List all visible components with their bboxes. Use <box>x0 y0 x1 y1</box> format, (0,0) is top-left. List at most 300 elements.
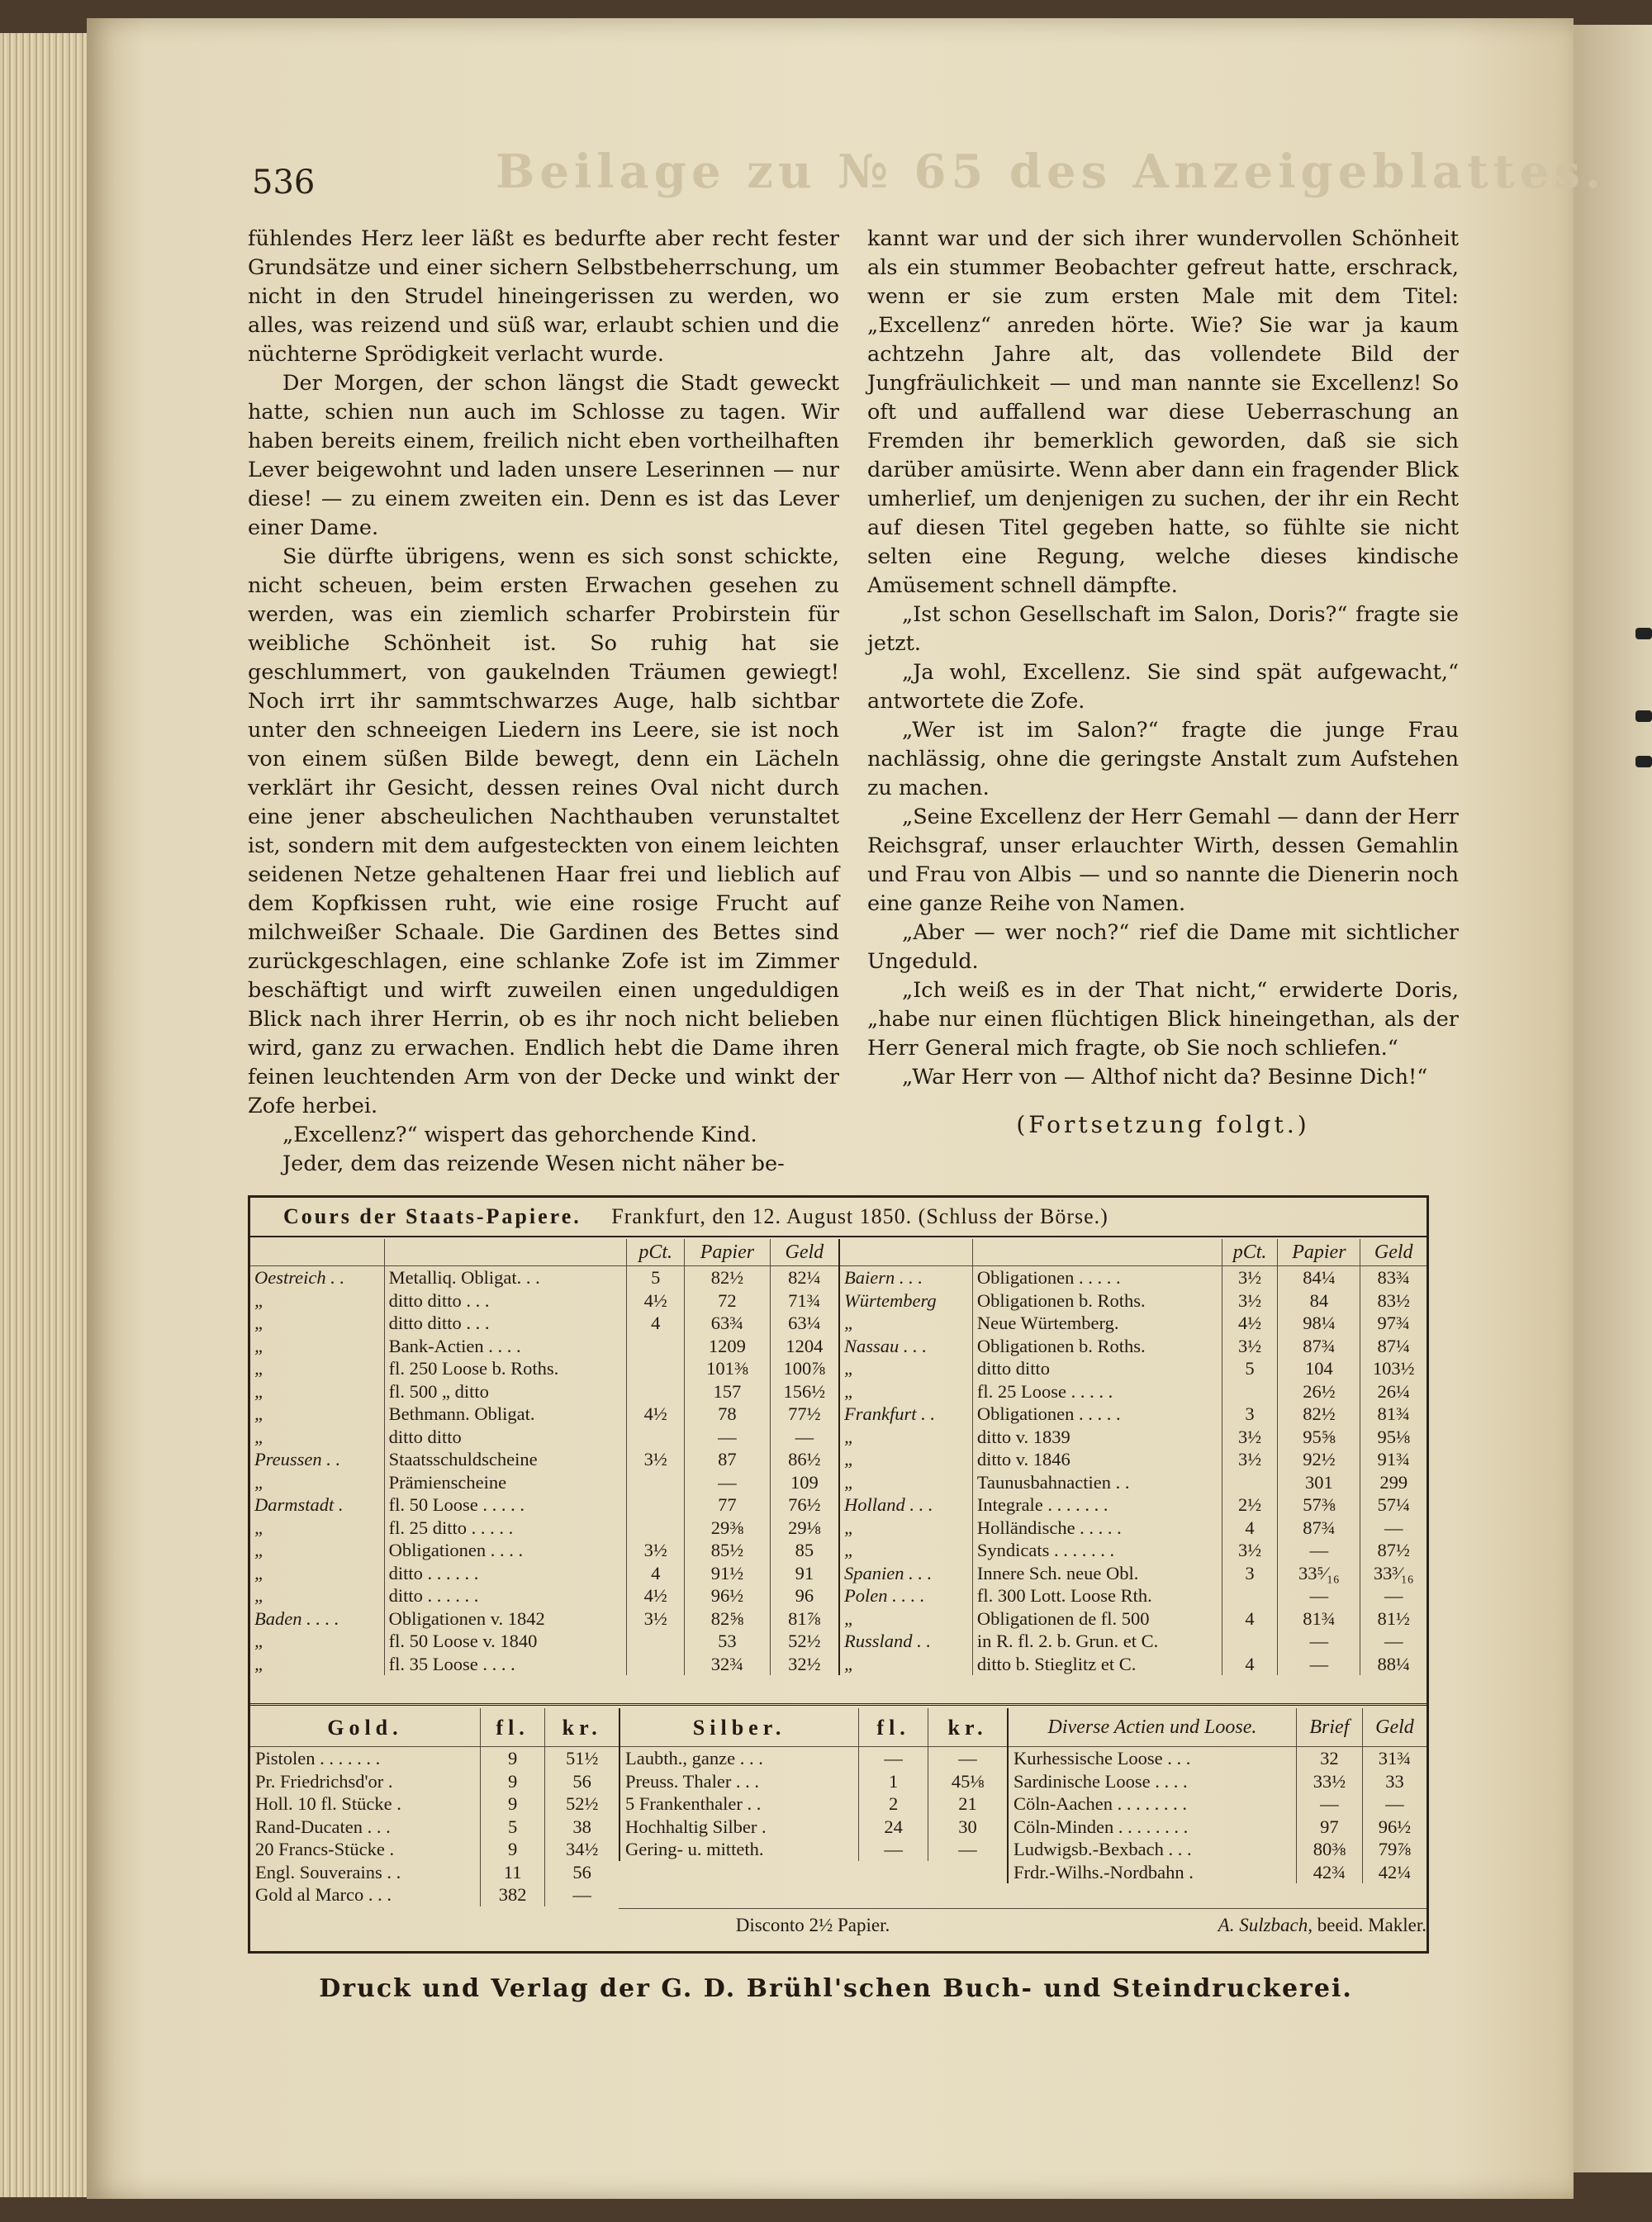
quotes-table-left <box>250 1239 838 1675</box>
header-country <box>839 1239 972 1266</box>
security-cell: Obligationen . . . . . <box>972 1403 1222 1426</box>
paragraph: fühlendes Herz leer läßt es bedurfte aber recht fester Grundsätze und einer sichern Selbstbeherrschung, um nicht in den Strudel hineingerissen zu werden, wo alles, was reizend und süß war, erlaubt schien und die nüchterne Sprödigkeit verlacht wurde. <box>248 226 839 367</box>
value-cell <box>627 1493 685 1517</box>
table-row <box>250 1584 838 1607</box>
page-number: 536 <box>252 164 316 202</box>
value-cell: 3½ <box>1222 1448 1278 1471</box>
table-row <box>250 1861 619 1884</box>
header-cell: Papier <box>1278 1239 1360 1266</box>
value-cell: 4½ <box>627 1289 685 1313</box>
paragraph: „Ja wohl, Excellenz. Sie sind spät aufgewacht,“ antwortete die Zofe. <box>867 660 1459 714</box>
table-row <box>839 1584 1427 1607</box>
value-cell: — <box>928 1838 1007 1861</box>
country-cell: „ <box>254 1403 265 1425</box>
country-cell: „ <box>254 1631 265 1652</box>
value-cell: 3½ <box>1222 1539 1278 1562</box>
item-cell: Frdr.-Wilhs.-Nordbahn . <box>1014 1861 1194 1883</box>
value-cell: 24 <box>859 1816 928 1839</box>
table-row <box>250 1357 838 1380</box>
security-cell: fl. 25 ditto . . . . . <box>384 1517 627 1540</box>
value-cell: 34½ <box>545 1838 619 1861</box>
value-cell: 92½ <box>1278 1448 1360 1471</box>
value-cell: 84 <box>1278 1289 1360 1313</box>
value-cell: 3½ <box>627 1539 685 1562</box>
table-row <box>839 1335 1427 1358</box>
header-cell: fl. <box>480 1708 544 1747</box>
value-cell: 9 <box>480 1770 544 1793</box>
table-row <box>839 1539 1427 1562</box>
value-cell: — <box>1278 1584 1360 1607</box>
security-cell: fl. 250 Loose b. Roths. <box>384 1357 627 1380</box>
table-row <box>839 1312 1427 1335</box>
value-cell: 33⁵⁄₁₆ <box>1278 1562 1360 1585</box>
value-cell: 51½ <box>545 1747 619 1770</box>
table-row <box>250 1426 838 1449</box>
quotes-title <box>250 1198 1427 1237</box>
paragraph: „Wer ist im Salon?“ fragte die junge Frau nachlässig, ohne die geringste Anstalt zum Aufstehen zu machen. <box>867 718 1459 800</box>
imprint: Druck und Verlag der G. D. Brühl'schen Buch- und Steindruckerei. <box>319 1974 1353 2003</box>
table-row <box>250 1770 619 1793</box>
country-cell: Darmstadt . <box>254 1494 344 1516</box>
diverse-shares-table <box>1007 1708 1427 1883</box>
header-row <box>250 1239 838 1266</box>
value-cell: 38 <box>545 1816 619 1839</box>
country-cell: Holland . . . <box>844 1494 933 1516</box>
country-cell: „ <box>254 1653 265 1674</box>
value-cell: 57⅜ <box>1278 1493 1360 1517</box>
country-cell: „ <box>844 1449 855 1470</box>
value-cell: — <box>685 1426 770 1449</box>
value-cell: 3½ <box>1222 1335 1278 1358</box>
country-cell: „ <box>254 1540 265 1561</box>
table-row <box>250 1883 619 1906</box>
security-cell: Taunusbahnactien . . <box>972 1471 1222 1494</box>
value-cell: 4½ <box>627 1584 685 1607</box>
gold-table <box>250 1708 619 1906</box>
value-cell: 77½ <box>770 1403 838 1426</box>
value-cell: 26¼ <box>1360 1380 1427 1403</box>
security-cell: Bethmann. Obligat. <box>384 1403 627 1426</box>
item-cell: Gold al Marco . . . <box>255 1884 392 1906</box>
country-cell: „ <box>254 1289 265 1311</box>
broker-signature <box>1007 1908 1427 1942</box>
value-cell: 96½ <box>685 1584 770 1607</box>
value-cell: 109 <box>770 1471 838 1494</box>
country-cell: „ <box>844 1358 855 1379</box>
country-cell: Frankfurt . . <box>844 1403 935 1425</box>
security-cell: ditto . . . . . . <box>384 1584 627 1607</box>
silver-table <box>619 1708 1007 1861</box>
security-cell: ditto b. Stieglitz et C. <box>972 1653 1222 1676</box>
header-cell: Papier <box>685 1239 770 1266</box>
country-cell: „ <box>844 1471 855 1493</box>
value-cell: — <box>1362 1792 1427 1816</box>
value-cell <box>627 1630 685 1653</box>
header-row <box>250 1708 619 1747</box>
security-cell: fl. 50 Loose . . . . . <box>384 1493 627 1517</box>
header-cell: pCt. <box>1222 1239 1278 1266</box>
value-cell: 9 <box>480 1747 544 1770</box>
country-cell: Baden . . . . <box>254 1607 339 1629</box>
header-cell: Geld <box>1360 1239 1427 1266</box>
value-cell: 2½ <box>1222 1493 1278 1517</box>
table-row <box>250 1493 838 1517</box>
security-cell: Syndicats . . . . . . . <box>972 1539 1222 1562</box>
quotes-table-right <box>838 1239 1427 1675</box>
header-row <box>839 1239 1427 1266</box>
value-cell <box>627 1380 685 1403</box>
item-cell: Pr. Friedrichsd'or . <box>255 1770 393 1792</box>
security-cell: Obligationen v. 1842 <box>384 1607 627 1631</box>
value-cell <box>627 1471 685 1494</box>
text-column-left <box>248 225 839 1179</box>
security-cell: Obligationen b. Roths. <box>972 1289 1222 1313</box>
quotes-date: Frankfurt, den 12. August 1850. (Schluss der Börse.) <box>611 1204 1108 1228</box>
table-row <box>250 1448 838 1471</box>
item-cell: Kurhessische Loose . . . <box>1014 1748 1191 1769</box>
header-cell: kr. <box>545 1708 619 1747</box>
value-cell: 5 <box>1222 1357 1278 1380</box>
value-cell: 57¼ <box>1360 1493 1427 1517</box>
value-cell: 42¼ <box>1362 1861 1427 1884</box>
running-header: Beilage zu № 65 des Anzeigeblattes. <box>496 145 1607 199</box>
table-row <box>1008 1747 1427 1770</box>
value-cell: 3 <box>1222 1562 1278 1585</box>
paragraph: „Aber — wer noch?“ rief die Dame mit sichtlicher Ungeduld. <box>867 920 1459 974</box>
table-row <box>620 1816 1007 1839</box>
country-cell: Baiern . . . <box>844 1267 923 1289</box>
value-cell: 2 <box>859 1792 928 1816</box>
table-row <box>839 1517 1427 1540</box>
country-cell: „ <box>254 1380 265 1402</box>
security-cell: fl. 500 „ ditto <box>384 1380 627 1403</box>
header-cell: Brief <box>1296 1708 1362 1747</box>
value-cell: 91½ <box>685 1562 770 1585</box>
value-cell: — <box>859 1838 928 1861</box>
value-cell: 63¼ <box>770 1312 838 1335</box>
item-cell: 5 Frankenthaler . . <box>625 1793 762 1815</box>
country-cell: „ <box>254 1335 265 1356</box>
value-cell: — <box>928 1747 1007 1770</box>
country-cell: „ <box>254 1313 265 1334</box>
value-cell: 95⅛ <box>1360 1426 1427 1449</box>
section-divider <box>250 1703 1427 1706</box>
country-cell: „ <box>254 1585 265 1607</box>
paragraph: „Seine Excellenz der Herr Gemahl — dann der Herr Reichsgraf, unser erlauchter Wirth, dessen Gemahlin und Frau von Albis — und so nannte die Dienerin noch eine ganze Reihe von Namen. <box>867 805 1459 916</box>
value-cell: 32¾ <box>685 1653 770 1676</box>
item-cell: Holl. 10 fl. Stücke . <box>255 1793 401 1815</box>
value-cell: 87¾ <box>1278 1335 1360 1358</box>
value-cell: — <box>1278 1630 1360 1653</box>
country-cell: „ <box>844 1380 855 1402</box>
paragraph: „Ich weiß es in der That nicht,“ erwiderte Doris, „habe nur einen flüchtigen Blick hineingethan, als der Herr General mich fragte, ob Sie noch schliefen.“ <box>867 978 1459 1061</box>
header-cell: Gold. <box>250 1708 480 1747</box>
value-cell <box>1222 1584 1278 1607</box>
value-cell: 96 <box>770 1584 838 1607</box>
header-security <box>972 1239 1222 1266</box>
security-cell: ditto . . . . . . <box>384 1562 627 1585</box>
country-cell: „ <box>254 1562 265 1583</box>
value-cell: — <box>859 1747 928 1770</box>
table-row <box>250 1838 619 1861</box>
value-cell: 4 <box>1222 1653 1278 1676</box>
country-cell: „ <box>844 1313 855 1334</box>
value-cell: 301 <box>1278 1471 1360 1494</box>
value-cell: 100⅞ <box>770 1357 838 1380</box>
value-cell: 80⅜ <box>1296 1838 1362 1861</box>
value-cell <box>1222 1380 1278 1403</box>
paragraph: „Excellenz?“ wispert das gehorchende Kind. <box>282 1123 757 1147</box>
table-row <box>250 1266 838 1289</box>
security-cell: ditto ditto . . . <box>384 1289 627 1313</box>
broker-title: beeid. Makler. <box>1317 1915 1427 1935</box>
value-cell: 78 <box>685 1403 770 1426</box>
value-cell: 32½ <box>770 1653 838 1676</box>
value-cell: — <box>770 1426 838 1449</box>
table-row <box>620 1770 1007 1793</box>
value-cell: — <box>1296 1792 1362 1816</box>
table-row <box>250 1816 619 1839</box>
table-row <box>839 1493 1427 1517</box>
item-cell: Gering- u. mitteth. <box>625 1839 764 1860</box>
value-cell: 3½ <box>1222 1289 1278 1313</box>
security-cell: ditto ditto <box>972 1357 1222 1380</box>
security-cell: in R. fl. 2. b. Grun. et C. <box>972 1630 1222 1653</box>
table-row <box>839 1471 1427 1494</box>
table-row <box>839 1426 1427 1449</box>
header-row <box>620 1708 1007 1747</box>
table-row <box>839 1607 1427 1631</box>
value-cell: 81½ <box>1360 1607 1427 1631</box>
country-cell: „ <box>844 1426 855 1447</box>
table-row <box>250 1792 619 1816</box>
value-cell: 91¾ <box>1360 1448 1427 1471</box>
country-cell: Würtemberg <box>844 1289 937 1311</box>
header-cell: Diverse Actien und Loose. <box>1008 1708 1296 1747</box>
value-cell: 1209 <box>685 1335 770 1358</box>
item-cell: Rand-Ducaten . . . <box>255 1816 391 1837</box>
security-cell: fl. 25 Loose . . . . . <box>972 1380 1222 1403</box>
value-cell: 52½ <box>770 1630 838 1653</box>
value-cell: 21 <box>928 1792 1007 1816</box>
facing-page-mark <box>1635 710 1652 722</box>
value-cell: 1204 <box>770 1335 838 1358</box>
facing-page-mark <box>1635 628 1652 639</box>
table-row <box>250 1403 838 1426</box>
security-cell: ditto v. 1839 <box>972 1426 1222 1449</box>
disconto-rate: Disconto 2½ Papier. <box>619 1908 1007 1942</box>
table-row <box>1008 1838 1427 1861</box>
country-cell: „ <box>844 1653 855 1674</box>
value-cell: 97 <box>1296 1816 1362 1839</box>
table-row <box>839 1403 1427 1426</box>
value-cell: 4 <box>627 1562 685 1585</box>
value-cell: 82½ <box>685 1266 770 1289</box>
value-cell: 76½ <box>770 1493 838 1517</box>
security-cell: fl. 300 Lott. Loose Rth. <box>972 1584 1222 1607</box>
value-cell: 4 <box>627 1312 685 1335</box>
value-cell: — <box>1278 1539 1360 1562</box>
item-cell: Ludwigsb.-Bexbach . . . <box>1014 1839 1192 1860</box>
country-cell: Oestreich . . <box>254 1267 345 1289</box>
table-row <box>839 1289 1427 1313</box>
table-row <box>1008 1792 1427 1816</box>
value-cell: 26½ <box>1278 1380 1360 1403</box>
paragraph: Sie dürfte übrigens, wenn es sich sonst schickte, nicht scheuen, beim ersten Erwachen gesehen zu werden, was ein ziemlich scharfer Probirstein für weibliche Schönheit ist. So ruhig hat sie geschlummert, von gaukelnden Träumen gewiegt! Noch irrt ihr sammtschwarzes Auge, halb sichtbar unter den schneeigen Liedern ins Leere, sie ist noch von einem süßen Bilde bewegt, denn ein Lächeln verklärt ihr Gesicht, dessen reines Oval nicht durch eine jener abscheulichen Nachthauben verunstaltet ist, sondern mit dem aufgesteckten von einem leichten seidenen Netze gehaltenen Haar frei und lieblich auf dem Kopfkissen ruht, wie eine rosige Frucht auf milchweißer Schaale. Die Gardinen des Bettes sind zurückgeschlagen, eine schlanke Zofe ist im Zimmer beschäftigt und wirft zuweilen einen ungeduldigen Blick nach ihrer Herrin, ob es ihr noch nicht belieben wird, ganz zu erwachen. Endlich hebt die Dame ihren feinen leuchtenden Arm von der Decke und winkt der Zofe herbei. <box>248 544 839 1118</box>
header-cell: Geld <box>770 1239 838 1266</box>
value-cell: 95⅝ <box>1278 1426 1360 1449</box>
country-cell: „ <box>254 1358 265 1379</box>
value-cell: 85½ <box>685 1539 770 1562</box>
table-row <box>1008 1816 1427 1839</box>
value-cell: 81¾ <box>1278 1607 1360 1631</box>
paragraph: „Ist schon Gesellschaft im Salon, Doris?“ fragte sie jetzt. <box>867 602 1459 656</box>
value-cell: 4 <box>1222 1517 1278 1540</box>
value-cell: 157 <box>685 1380 770 1403</box>
value-cell: 63¾ <box>685 1312 770 1335</box>
value-cell: 83¾ <box>1360 1266 1427 1289</box>
item-cell: Cöln-Minden . . . . . . . . <box>1014 1816 1189 1837</box>
item-cell: Cöln-Aachen . . . . . . . . <box>1014 1793 1187 1815</box>
value-cell <box>1222 1630 1278 1653</box>
value-cell: — <box>1360 1630 1427 1653</box>
paragraph: Der Morgen, der schon längst die Stadt geweckt hatte, schien nun auch im Schlosse zu tagen. Wir haben bereits einem, freilich nicht eben vortheilhaften Lever beigewohnt und laden unsere Leserinnen — nur diese! — zu einem zweiten ein. Denn es ist das Lever einer Dame. <box>248 371 839 540</box>
page-edges <box>0 33 99 2197</box>
value-cell: 88¼ <box>1360 1653 1427 1676</box>
security-cell: ditto ditto . . . <box>384 1312 627 1335</box>
paragraph: Jeder, dem das reizende Wesen nicht näher be- <box>282 1151 785 1176</box>
header-cell: pCt. <box>627 1239 685 1266</box>
value-cell <box>627 1335 685 1358</box>
value-cell: — <box>1360 1584 1427 1607</box>
value-cell: 56 <box>545 1770 619 1793</box>
country-cell: Spanien . . . <box>844 1562 933 1583</box>
value-cell: 84¼ <box>1278 1266 1360 1289</box>
facing-page-mark <box>1635 756 1652 767</box>
value-cell: 81¾ <box>1360 1403 1427 1426</box>
security-cell: Innere Sch. neue Obl. <box>972 1562 1222 1585</box>
value-cell: 96½ <box>1362 1816 1427 1839</box>
value-cell: 81⅞ <box>770 1607 838 1631</box>
item-cell: Pistolen . . . . . . . <box>255 1748 381 1769</box>
value-cell: 71¾ <box>770 1289 838 1313</box>
value-cell: — <box>1360 1517 1427 1540</box>
value-cell: 103½ <box>1360 1357 1427 1380</box>
value-cell: 1 <box>859 1770 928 1793</box>
table-row <box>250 1289 838 1313</box>
table-row <box>250 1517 838 1540</box>
table-row <box>250 1380 838 1403</box>
table-row <box>839 1562 1427 1585</box>
country-cell: „ <box>844 1540 855 1561</box>
value-cell: 82¼ <box>770 1266 838 1289</box>
value-cell: 79⅞ <box>1362 1838 1427 1861</box>
value-cell <box>627 1653 685 1676</box>
value-cell <box>627 1357 685 1380</box>
value-cell: 87¼ <box>1360 1335 1427 1358</box>
value-cell: 56 <box>545 1861 619 1884</box>
table-row <box>250 1630 838 1653</box>
security-cell: Obligationen b. Roths. <box>972 1335 1222 1358</box>
stock-quotes-table <box>248 1195 1429 1954</box>
value-cell: 83½ <box>1360 1289 1427 1313</box>
country-cell: „ <box>254 1471 265 1493</box>
security-cell: Neue Würtemberg. <box>972 1312 1222 1335</box>
security-cell: Metalliq. Obligat. . . <box>384 1266 627 1289</box>
value-cell: 29⅜ <box>685 1517 770 1540</box>
country-cell: Preussen . . <box>254 1449 341 1470</box>
country-cell: Polen . . . . <box>844 1585 925 1607</box>
value-cell: 33³⁄₁₆ <box>1360 1562 1427 1585</box>
value-cell: 9 <box>480 1838 544 1861</box>
security-cell: Bank-Actien . . . . <box>384 1335 627 1358</box>
value-cell: 3½ <box>1222 1426 1278 1449</box>
value-cell: 33½ <box>1296 1770 1362 1793</box>
value-cell: 30 <box>928 1816 1007 1839</box>
table-row <box>839 1357 1427 1380</box>
table-row <box>250 1471 838 1494</box>
value-cell: 3 <box>1222 1403 1278 1426</box>
table-row <box>250 1335 838 1358</box>
table-row <box>839 1266 1427 1289</box>
security-cell: Obligationen . . . . . <box>972 1266 1222 1289</box>
value-cell <box>1222 1471 1278 1494</box>
value-cell: 299 <box>1360 1471 1427 1494</box>
value-cell <box>627 1517 685 1540</box>
value-cell: 5 <box>627 1266 685 1289</box>
value-cell: 82⅝ <box>685 1607 770 1631</box>
item-cell: Laubth., ganze . . . <box>625 1748 763 1769</box>
continuation-note: (Fortsetzung folgt.) <box>1016 1111 1310 1138</box>
value-cell <box>627 1426 685 1449</box>
value-cell: 77 <box>685 1493 770 1517</box>
value-cell: 87¾ <box>1278 1517 1360 1540</box>
broker-name: A. Sulzbach, <box>1218 1915 1313 1935</box>
table-row <box>839 1653 1427 1676</box>
value-cell: 31¾ <box>1362 1747 1427 1770</box>
value-cell: 104 <box>1278 1357 1360 1380</box>
value-cell: 98¼ <box>1278 1312 1360 1335</box>
item-cell: Sardinische Loose . . . . <box>1014 1770 1188 1792</box>
value-cell: 4½ <box>627 1403 685 1426</box>
security-cell: fl. 50 Loose v. 1840 <box>384 1630 627 1653</box>
country-cell: „ <box>844 1517 855 1538</box>
header-row <box>1008 1708 1427 1747</box>
table-row <box>839 1630 1427 1653</box>
value-cell: 11 <box>480 1861 544 1884</box>
paragraph: „War Herr von — Althof nicht da? Besinne Dich!“ <box>902 1065 1428 1090</box>
paragraph: kannt war und der sich ihrer wundervollen Schönheit als ein stummer Beobachter gefreut hatte, erschrack, wenn er sie zum ersten Male mit dem Titel: „Excellenz“ anreden hörte. Wie? Sie war ja kaum achtzehn Jahre alt, das vollendete Bild der Jungfräulichkeit — und man nannte sie Excellenz! So oft und auffallend war diese Ueberraschung an Fremden ihr bemerklich geworden, daß sie sich darüber amüsirte. Wenn aber dann ein fragender Blick umherlief, um denjenigen zu suchen, der ihr ein Recht auf diesen Titel gegeben hatte, so fühlte sie nicht selten eine Regung, welche dieses kindische Amüsement schnell dämpfte. <box>867 226 1459 598</box>
table-row <box>250 1607 838 1631</box>
table-row <box>620 1838 1007 1861</box>
value-cell: 156½ <box>770 1380 838 1403</box>
value-cell: 3½ <box>627 1607 685 1631</box>
table-row <box>250 1539 838 1562</box>
header-cell: fl. <box>859 1708 928 1747</box>
table-row <box>839 1380 1427 1403</box>
value-cell: — <box>1278 1653 1360 1676</box>
item-cell: Engl. Souverains . . <box>255 1861 401 1883</box>
value-cell: 82½ <box>1278 1403 1360 1426</box>
country-cell: Russland . . <box>844 1631 932 1652</box>
value-cell: 52½ <box>545 1792 619 1816</box>
security-cell: fl. 35 Loose . . . . <box>384 1653 627 1676</box>
value-cell: 29⅛ <box>770 1517 838 1540</box>
table-row <box>250 1562 838 1585</box>
value-cell: 9 <box>480 1792 544 1816</box>
value-cell: 87 <box>685 1448 770 1471</box>
security-cell: Holländische . . . . . <box>972 1517 1222 1540</box>
